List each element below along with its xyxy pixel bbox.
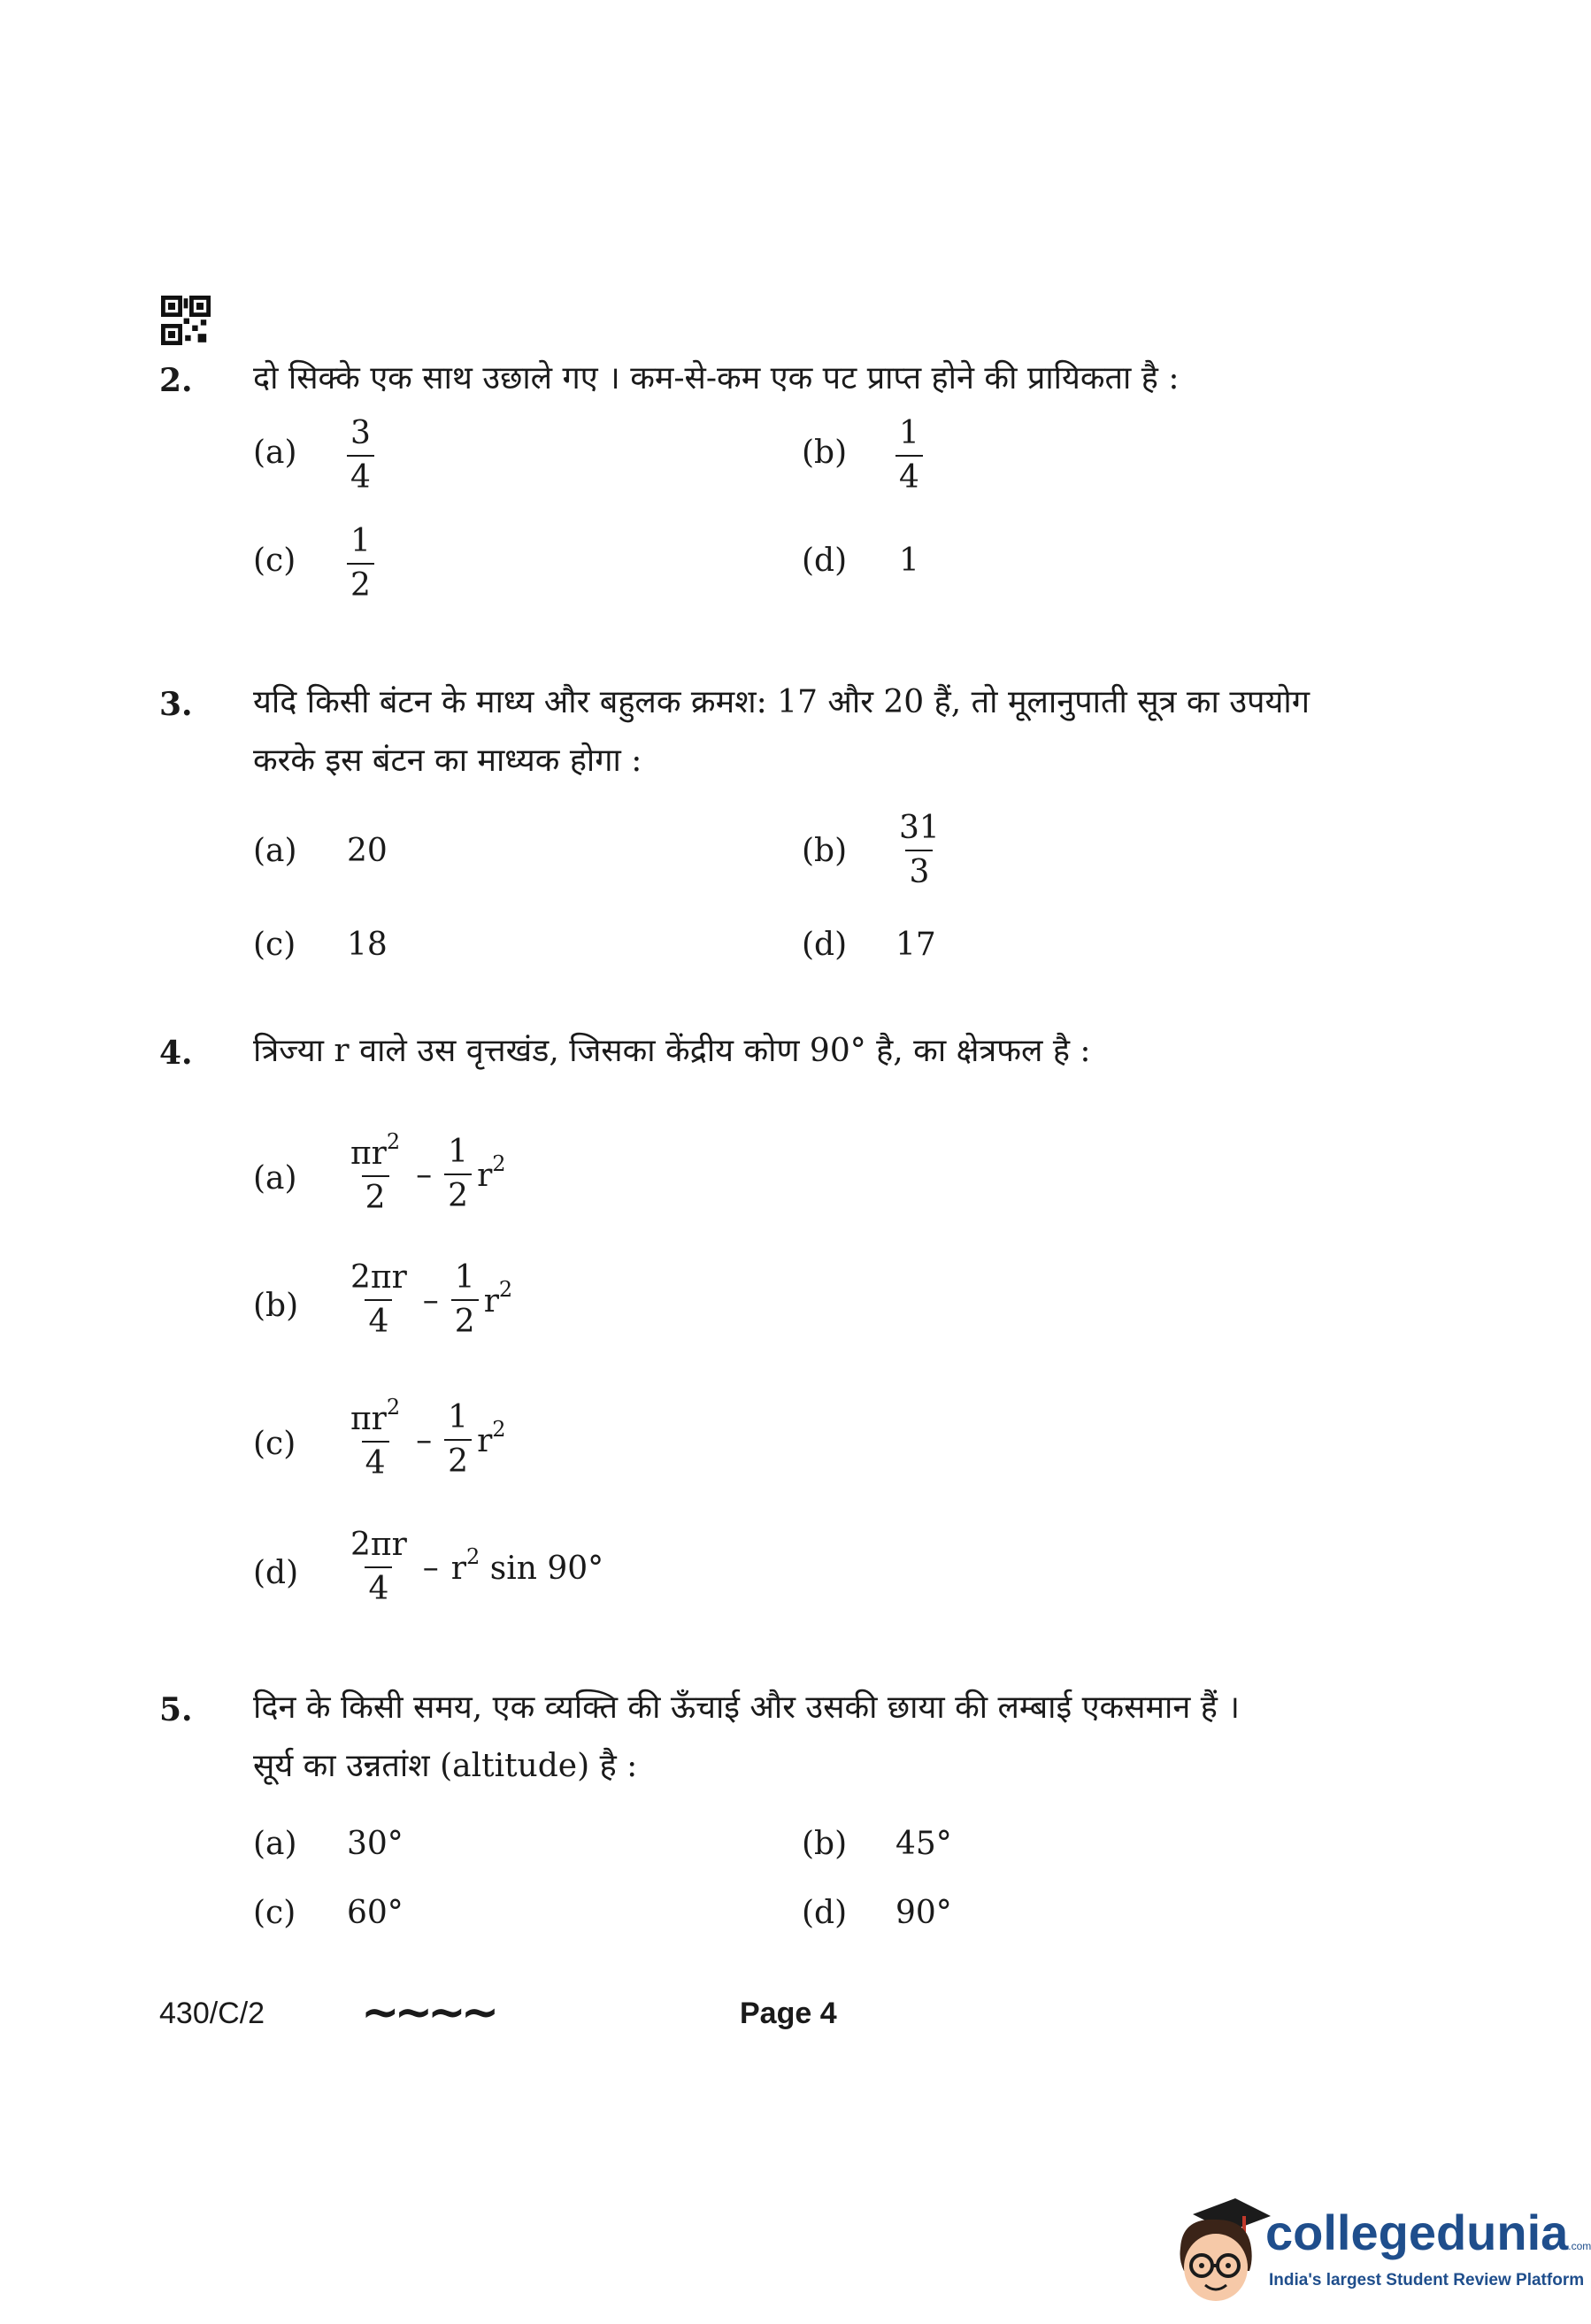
q4-option-b-label: (b) [253, 1288, 299, 1324]
variable: r [477, 1423, 493, 1459]
q2-option-d-label: (d) [802, 543, 848, 579]
sine-term: sin 90° [489, 1551, 604, 1587]
q5-option-c-label: (c) [253, 1895, 296, 1931]
exponent: 2 [386, 1129, 401, 1154]
fraction-denominator: 4 [347, 455, 374, 494]
brand-name: collegedunia [1265, 2205, 1569, 2260]
minus-sign: – [416, 1421, 433, 1458]
q2-option-c-label: (c) [253, 543, 296, 579]
fraction-denominator: 2 [444, 1174, 472, 1212]
page-number: Page 4 [740, 1997, 837, 2030]
question-5-text-line2: सूर्य का उन्नतांश (altitude) है : [253, 1748, 638, 1784]
minus-sign: – [422, 1281, 439, 1319]
q3-option-b-label: (b) [802, 833, 848, 869]
qr-code-icon [161, 296, 211, 345]
brand-tagline: India's largest Student Review Platform [1269, 2271, 1585, 2289]
q3-option-b-fraction [895, 812, 943, 889]
minus-sign: – [422, 1549, 439, 1586]
q5-option-c-value: 60° [347, 1895, 404, 1931]
q4-option-d-expression [347, 1529, 603, 1605]
q4-option-a-label: (a) [253, 1160, 297, 1197]
question-5-number: 5. [159, 1691, 193, 1728]
q5-option-a-value: 30° [347, 1826, 404, 1862]
q2-option-a-label: (a) [253, 435, 297, 471]
q4-option-c-expression [347, 1395, 506, 1481]
fraction-numerator: 31 [899, 810, 940, 846]
q3-option-d-label: (d) [802, 927, 848, 963]
question-4-text: त्रिज्या r वाले उस वृत्तखंड, जिसका केंद्रीय कोण 90° है, का क्षेत्रफल है : [253, 1033, 1091, 1069]
question-4-number: 4. [159, 1035, 193, 1072]
fraction-numerator: 2πr [350, 1527, 407, 1563]
q2-option-d-value: 1 [899, 543, 919, 579]
question-2-text: दो सिक्के एक साथ उछाले गए । कम-से-कम एक पट प्राप्त होने की प्रायिकता है : [253, 360, 1180, 396]
q2-option-b-fraction [895, 415, 923, 496]
minus-sign: – [416, 1156, 433, 1193]
fraction-denominator: 4 [362, 1441, 389, 1480]
question-3-number: 3. [159, 686, 193, 723]
exponent: 2 [492, 1151, 506, 1176]
question-5-text-line1: दिन के किसी समय, एक व्यक्ति की ऊँचाई और उसकी छाया की लम्बाई एकसमान हैं । [253, 1689, 1240, 1726]
variable: r [477, 1158, 493, 1194]
fraction-denominator: 4 [895, 455, 923, 494]
exponent: 2 [492, 1417, 506, 1442]
decorative-squiggle: ~~~~ [361, 1986, 495, 2039]
q2-option-b-label: (b) [802, 435, 848, 471]
question-3-text-line1: यदि किसी बंटन के माध्य और बहुलक क्रमश: 17 और 20 हैं, तो मूलानुपाती सूत्र का उपयोग [253, 684, 1310, 720]
fraction-numerator: 2πr [350, 1259, 407, 1296]
fraction-denominator: 2 [362, 1175, 389, 1214]
exponent: 2 [498, 1277, 513, 1302]
q3-option-c-value: 18 [347, 927, 388, 963]
q5-option-b-value: 45° [895, 1826, 952, 1862]
exponent: 2 [386, 1395, 401, 1420]
collegedunia-watermark [1166, 2186, 1591, 2315]
paper-code: 430/C/2 [159, 1997, 265, 2030]
q3-option-a-label: (a) [253, 833, 297, 869]
question-3-text-line2: करके इस बंटन का माध्यक होगा : [253, 743, 642, 779]
variable: r [483, 1283, 499, 1320]
fraction-denominator: 3 [905, 850, 933, 889]
q5-option-d-value: 90° [895, 1895, 952, 1931]
q4-option-a-expression [347, 1129, 506, 1216]
q5-option-d-label: (d) [802, 1895, 848, 1931]
student-mascot-icon [1166, 2186, 1274, 2315]
exponent: 2 [466, 1544, 480, 1569]
q5-option-a-label: (a) [253, 1826, 297, 1862]
fraction-numerator: 1 [448, 1399, 469, 1435]
q4-option-d-label: (d) [253, 1555, 299, 1591]
brand-suffix: .com [1568, 2240, 1591, 2252]
fraction-numerator: πr [350, 1135, 387, 1172]
fraction-numerator: πr [350, 1401, 387, 1437]
q4-option-b-expression [347, 1259, 513, 1340]
q4-option-c-label: (c) [253, 1426, 296, 1462]
fraction-denominator: 2 [444, 1439, 472, 1478]
fraction-numerator: 1 [899, 415, 919, 451]
q3-option-d-value: 17 [895, 927, 936, 963]
q5-option-b-label: (b) [802, 1826, 848, 1862]
q3-option-a-value: 20 [347, 833, 388, 869]
fraction-denominator: 4 [365, 1299, 392, 1338]
variable: r [450, 1551, 466, 1587]
fraction-denominator: 2 [451, 1299, 479, 1338]
fraction-denominator: 4 [365, 1566, 392, 1605]
question-2-number: 2. [159, 362, 193, 399]
fraction-numerator: 3 [350, 415, 371, 451]
fraction-numerator: 1 [454, 1259, 475, 1296]
fraction-numerator: 1 [350, 523, 371, 559]
q2-option-a-fraction [347, 415, 374, 496]
q3-option-c-label: (c) [253, 927, 296, 963]
fraction-numerator: 1 [448, 1134, 469, 1170]
fraction-denominator: 2 [347, 563, 374, 602]
q2-option-c-fraction [347, 523, 374, 604]
